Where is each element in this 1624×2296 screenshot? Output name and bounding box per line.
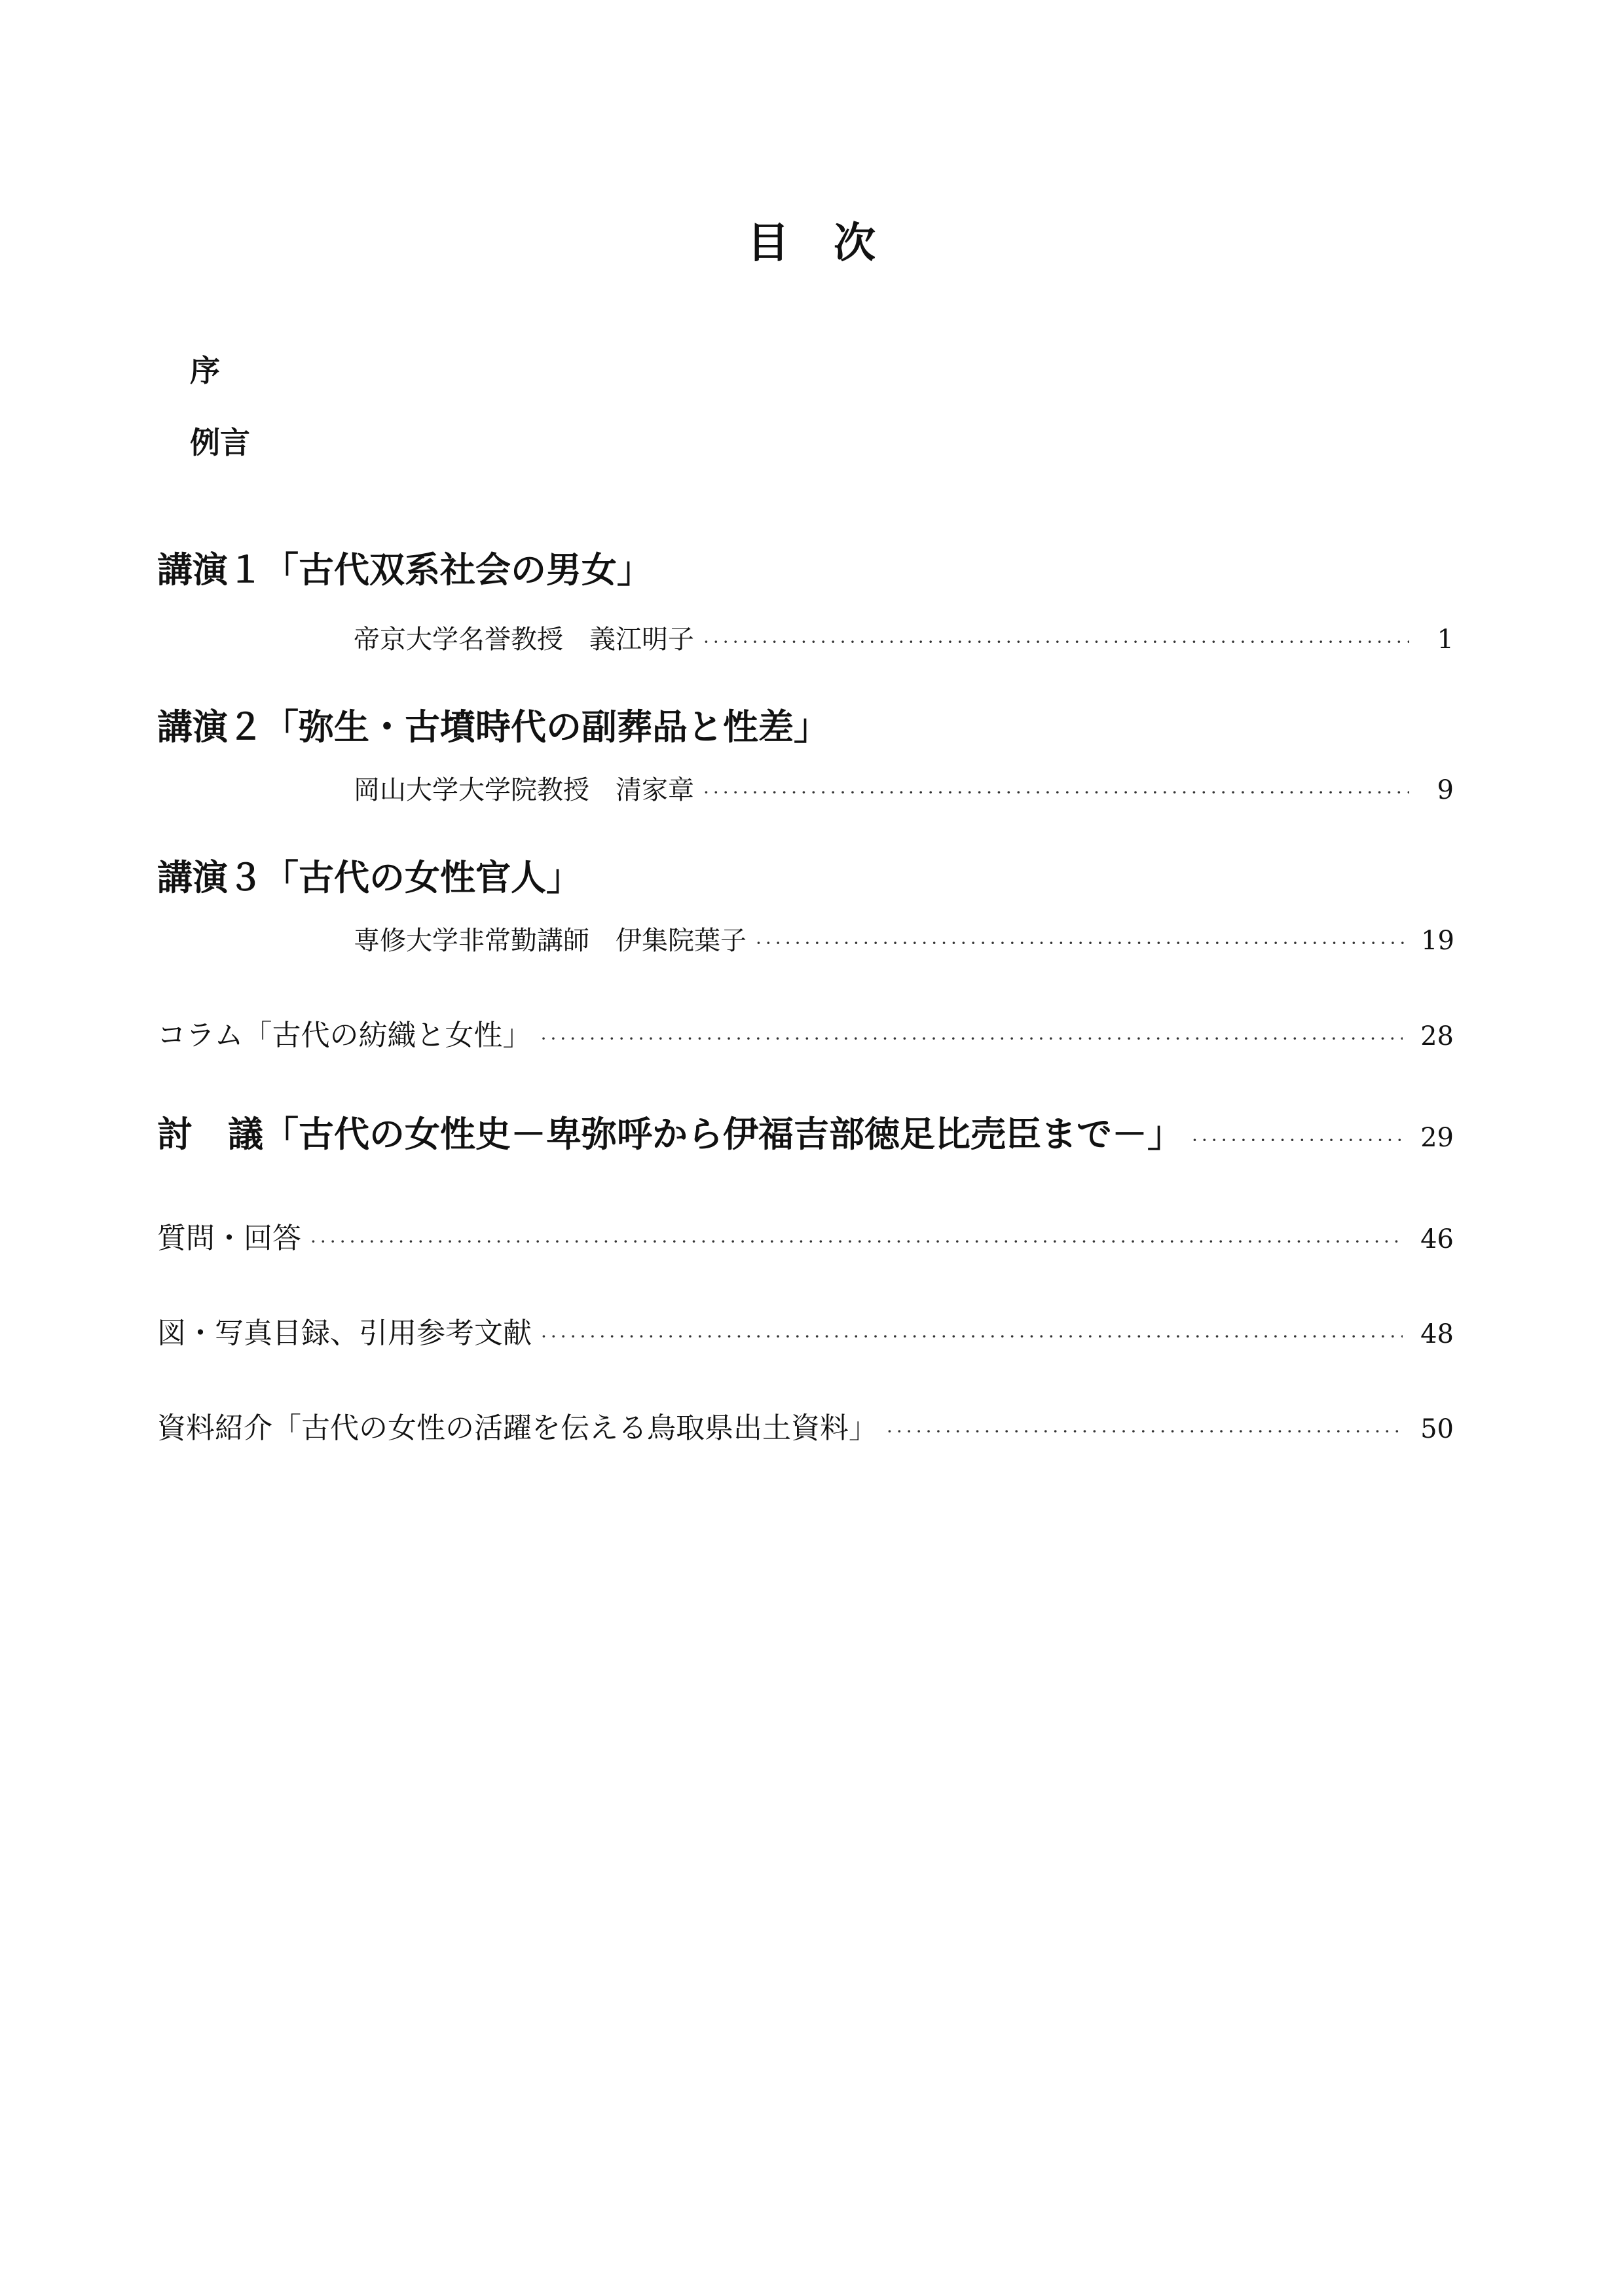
toc-entry-label: 質問・回答 xyxy=(157,1222,301,1255)
toc-entry-page: 48 xyxy=(1420,1319,1454,1349)
lecture-3-page: 19 xyxy=(1421,926,1454,956)
lecture-2-speaker-row xyxy=(354,769,1454,807)
dot-leader xyxy=(310,1231,1403,1252)
lecture-1-title: 講演１「古代双系社会の男女」 xyxy=(157,549,652,591)
toc-discussion-label: 討 議「古代の女性史－卑弥呼から伊福吉部徳足比売臣まで－」 xyxy=(157,1113,1183,1155)
toc-column-page: 28 xyxy=(1420,1021,1454,1051)
toc-entry-page: 50 xyxy=(1420,1414,1454,1444)
toc-notes: 例言 xyxy=(190,425,250,460)
lecture-3-speaker-row xyxy=(354,920,1454,957)
dot-leader xyxy=(756,932,1409,954)
toc-column-label: コラム「古代の紡織と女性」 xyxy=(157,1019,532,1052)
lecture-1-page: 1 xyxy=(1437,625,1454,655)
lecture-3-speaker: 専修大学非常勤講師 伊集院葉子 xyxy=(354,926,747,956)
lecture-3-title: 講演３「古代の女性官人」 xyxy=(157,856,581,898)
toc-entry-label: 資料紹介「古代の女性の活躍を伝える鳥取県出土資料」 xyxy=(157,1412,877,1445)
dot-leader xyxy=(541,1326,1403,1347)
page-title: 目 次 xyxy=(747,219,877,268)
toc-discussion-row xyxy=(157,1106,1454,1157)
toc-preface: 序 xyxy=(190,353,220,388)
dot-leader xyxy=(887,1421,1403,1442)
toc-column-row xyxy=(157,1011,1454,1053)
dot-leader xyxy=(703,631,1409,653)
dot-leader xyxy=(1192,1129,1403,1151)
toc-discussion-page: 29 xyxy=(1420,1123,1454,1153)
dot-leader xyxy=(541,1028,1403,1049)
toc-entry-row xyxy=(157,1404,1454,1446)
toc-entry-row xyxy=(157,1214,1454,1256)
toc-entry-page: 46 xyxy=(1420,1224,1454,1254)
lecture-2-page: 9 xyxy=(1437,775,1454,805)
lecture-1-speaker: 帝京大学名誉教授 義江明子 xyxy=(354,625,694,655)
lecture-2-title: 講演２「弥生・古墳時代の副葬品と性差」 xyxy=(157,706,829,748)
lecture-2-speaker: 岡山大学大学院教授 清家章 xyxy=(354,775,694,805)
toc-entry-row xyxy=(157,1309,1454,1351)
toc-entry-label: 図・写真目録、引用参考文献 xyxy=(157,1317,532,1350)
dot-leader xyxy=(703,782,1409,803)
lecture-1-speaker-row xyxy=(354,619,1454,656)
